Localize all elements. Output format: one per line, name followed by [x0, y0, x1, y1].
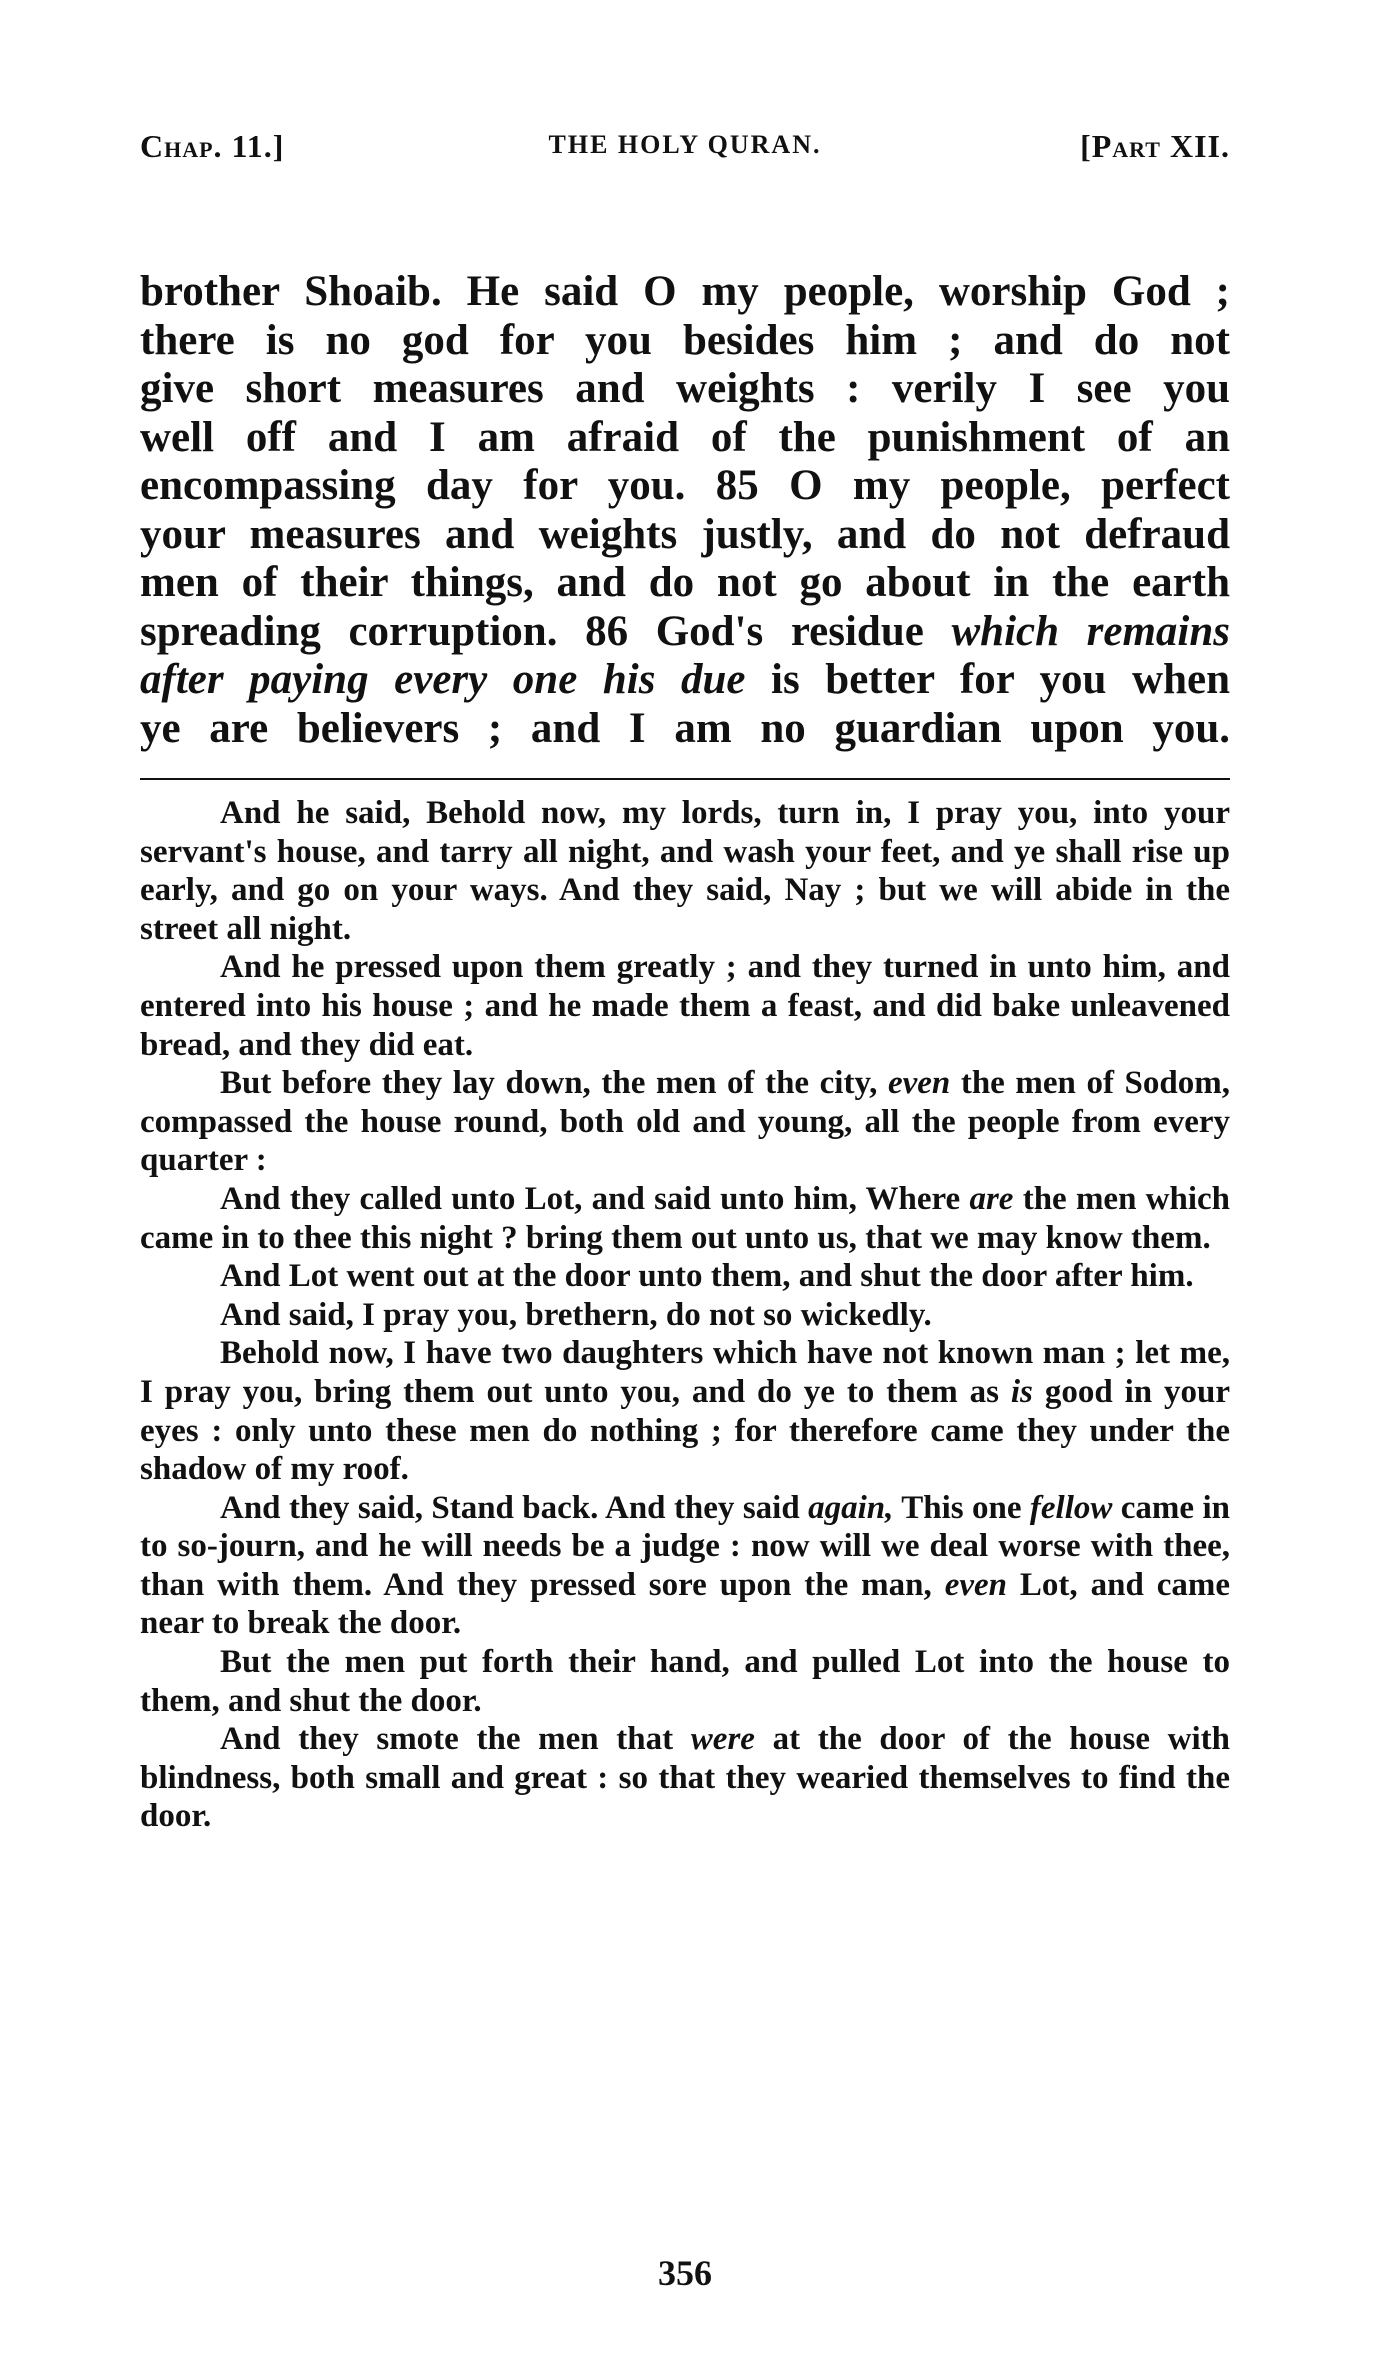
quran-line: men of their things, and do not go about in the earth [140, 559, 1230, 606]
quran-text-run: is better for you when [771, 656, 1230, 703]
quran-line [140, 608, 1230, 657]
verse-italic-run: even [944, 1566, 1007, 1603]
verse-text-run: the men of Sodom, compassed the house round, both old and young, all the people from every quarter : [140, 1065, 1230, 1179]
verse-italic-run: are [969, 1180, 1014, 1217]
bible-verse [140, 1489, 1230, 1643]
verse-text-run: And they smote the men that [220, 1721, 674, 1758]
verse-italic-run: even [887, 1065, 951, 1102]
quran-text-run: spreading corruption. 86 God's residue [140, 607, 924, 655]
quran-italic-run: which remains [951, 607, 1231, 655]
verse-italic-run: were [690, 1721, 755, 1758]
running-head [140, 128, 1230, 168]
bible-verse: And he said, Behold now, my lords, turn in, I pray you, into your servant's house, and tarry all night, and wash your feet, and ye shall rise up early, and go on your ways. And they said, Nay ; but we will abide in the street all night. [140, 795, 1230, 947]
part-label: [Part XII. [1080, 128, 1230, 164]
verse-text-run: This one [901, 1489, 1022, 1526]
verse-text-run: good in your eyes : only unto these men do nothing ; for therefore came they under the shadow of my roof. [140, 1373, 1231, 1488]
bible-verse [140, 1180, 1230, 1257]
bible-verse: And Lot went out at the door unto them, and shut the door after him. [220, 1258, 1194, 1295]
quran-italic-run: after paying every one his due [140, 656, 746, 703]
bible-verse: And he pressed upon them greatly ; and they turned in unto him, and entered into his house ; and he made them a feast, and did bake unleavened bread, and they did eat. [140, 949, 1230, 1063]
section-divider [140, 778, 1230, 780]
bible-passage [140, 794, 1230, 1836]
bible-verse: But the men put forth their hand, and pulled Lot into the house to them, and shut the door. [140, 1644, 1230, 1719]
quran-line [140, 656, 1230, 705]
verse-text-run: Lot, and came near to break the door. [140, 1566, 1231, 1642]
verse-text-run: at the door of the house with blindness, both small and great : so that they wearied themselves to find the door. [140, 1721, 1231, 1835]
book-title: THE HOLY QURAN. [548, 130, 822, 159]
bible-verse [140, 1064, 1230, 1180]
verse-text-run: came in to so-journ, and he will needs be a judge : now will we deal worse with thee, than with them. And they pressed sore upon the man, [140, 1489, 1230, 1603]
quran-line: brother Shoaib. He said O my people, worship God ; [140, 268, 1230, 315]
quran-line: ye are believers ; and I am no guardian upon you. [140, 704, 1230, 752]
verse-text-run: Behold now, I have two daughters which have not known man ; let me, I pray you, bring them out unto you, and do ye to them as [140, 1335, 1230, 1410]
quran-translation [140, 268, 1230, 753]
verse-text-run: But before they lay down, the men of the city, [220, 1065, 878, 1102]
verse-text-run: the men which came in to thee this night ? bring them out unto us, that we may know them. [140, 1180, 1231, 1256]
verse-italic-run: is [1010, 1373, 1033, 1410]
bible-verse [140, 1334, 1230, 1488]
book-page [140, 0, 1230, 2360]
quran-line: well off and I am afraid of the punishment of an [140, 413, 1230, 461]
verse-italic-run: fellow [1029, 1489, 1113, 1526]
quran-line: there is no god for you besides him ; and do not [140, 316, 1230, 364]
verse-italic-run: again, [808, 1489, 894, 1526]
bible-verse [140, 1720, 1230, 1836]
bible-verse: And said, I pray you, brethern, do not so wickedly. [220, 1296, 932, 1333]
verse-text-run: And they called unto Lot, and said unto him, Where [220, 1180, 961, 1217]
page-number: 356 [658, 2253, 712, 2293]
chapter-label: Chap. 11.] [140, 128, 285, 164]
verse-text-run: And they said, Stand back. And they said [220, 1489, 800, 1526]
quran-line: give short measures and weights : verily I see you [140, 365, 1230, 412]
quran-line: your measures and weights justly, and do not defraud [140, 510, 1230, 558]
quran-line: encompassing day for you. 85 O my people, perfect [140, 462, 1230, 509]
